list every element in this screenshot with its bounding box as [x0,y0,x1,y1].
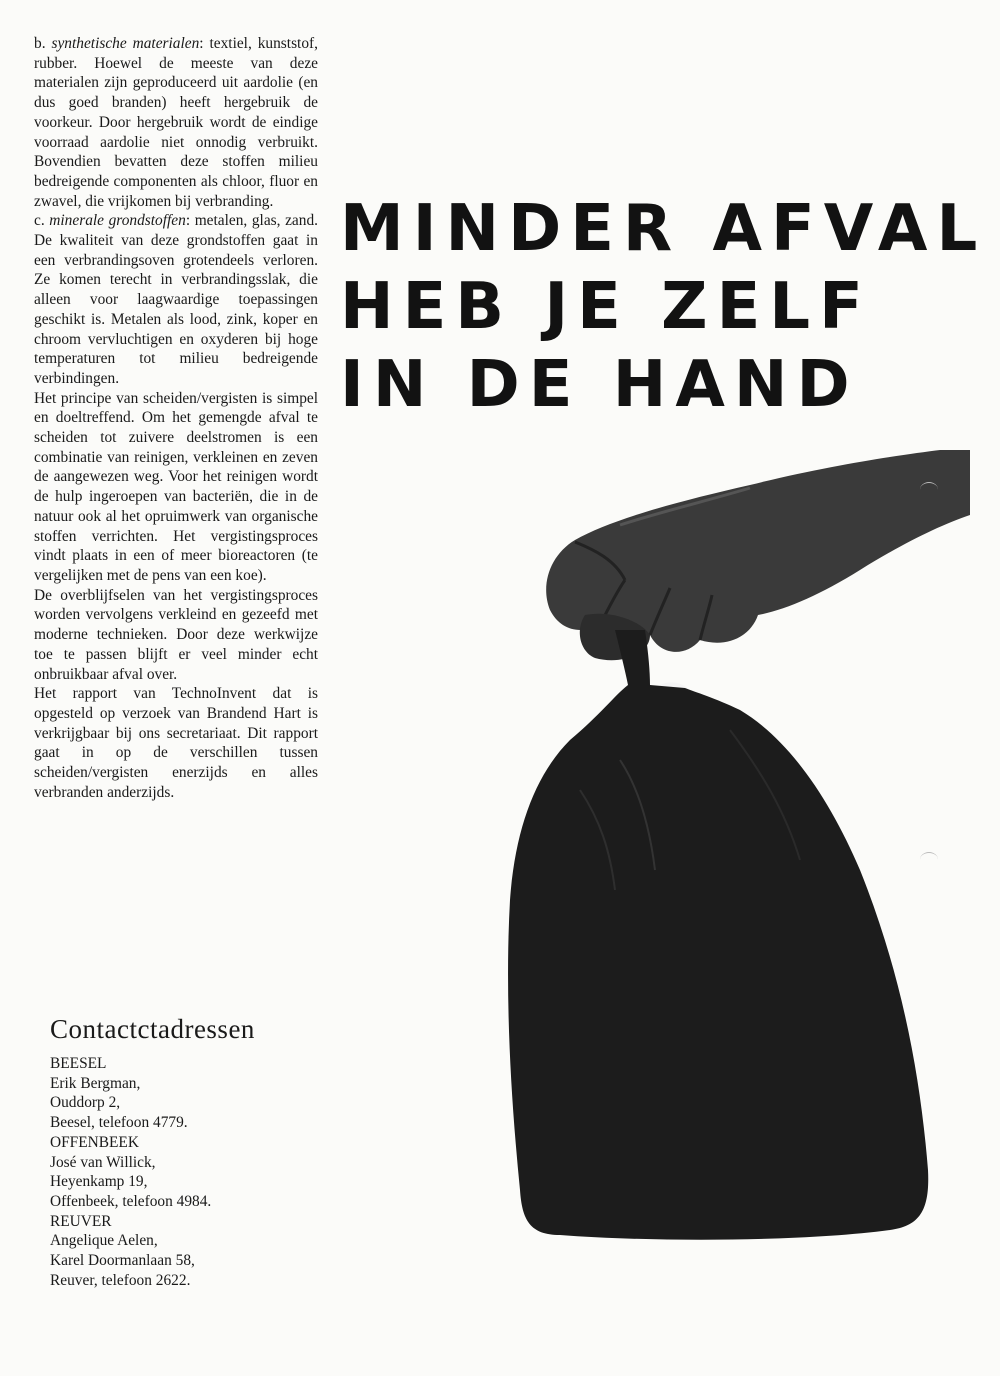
headline [340,190,987,424]
item-b-text: : textiel, kunststof, rubber. Hoewel de meeste van deze materialen zijn geproduceerd uit aardolie (en dus goed branden) heeft hergebruik de voorkeur. Door hergebruik wordt de eindige voorraad aardolie niet onnodig verbruikt. Bovendien bevatten deze stoffen milieu bedreigende componenten als chloor, fluor en zwavel, die vrijkomen bij verbranding. [34,35,319,210]
item-b-term: synthetische materialen [51,35,200,52]
contact-line: Angelique Aelen, [50,1232,158,1250]
contact-line: Reuver, telefoon 2622. [50,1271,191,1289]
article-column [34,34,318,802]
contact-line: BEESEL [50,1055,107,1072]
edge-mark [920,482,938,497]
headline-line-2: HEB JE ZELF [340,270,872,344]
contact-line: Heyenkamp 19, [50,1173,148,1191]
contact-line: OFFENBEEK [50,1133,139,1151]
contact-line: José van Willick, [50,1153,156,1171]
contacts-lines [50,1054,350,1290]
contacts-section [50,1012,350,1290]
remains-paragraph: De overblijfselen van het vergistingsproces worden vervolgens verkleind en gezeefd met moderne technieken. Door deze werkwijze toe te passen blijft er veel minder echt onbruikbaar afval over. [34,586,318,683]
contact-line: Erik Bergman, [50,1074,141,1092]
contact-line: Offenbeek, telefoon 4984. [50,1192,212,1210]
item-c-paragraph [34,211,318,388]
headline-line-1: MINDER AFVAL [340,192,987,266]
item-c-label: c. [34,212,50,230]
contacts-heading: Contactctadressen [50,1014,255,1044]
principle-paragraph: Het principe van scheiden/vergisten is simpel en doeltreffend. Om het gemengde afval te scheiden tot zuivere deelstromen is een combinatie van reinigen, verkleinen en zeven de aangewezen weg. Voor het reinigen wordt de hulp ingeroepen van bacteriën, die in de natuur ook al het opruimwerk van organische stoffen verrichten. Het vergistingsproces vindt plaats in een of meer bioreactoren (te vergelijken met de pens van een koe). [34,389,318,584]
contact-line: Beesel, telefoon 4779. [50,1114,188,1132]
item-b-paragraph [34,34,318,211]
hand-holding-garbage-bag-icon [500,430,970,1250]
item-c-term: minerale grondstoffen [49,212,186,230]
contact-line: Karel Doormanlaan 58, [50,1252,195,1270]
headline-line-3: IN DE HAND [340,348,859,422]
contact-line: Ouddorp 2, [50,1094,121,1112]
edge-mark [920,852,938,867]
report-paragraph: Het rapport van TechnoInvent dat is opgesteld op verzoek van Brandend Hart is verkrijgbaar bij ons secretariaat. Dit rapport gaat in op de verschillen tussen scheiden/vergisten enerzijds en alles verbranden anderzijds. [34,685,318,801]
contact-line: REUVER [50,1212,112,1230]
item-b-label: b. [34,35,52,52]
item-c-text: : metalen, glas, zand. De kwaliteit van deze grondstoffen gaat in een verbrandingsoven grotendeels verloren. Ze komen terecht in verbrandingsslak, die alleen voor laagwaardige toepassingen geschikt is. Metalen als lood, zink, koper en chroom vervluchtigen en oxyderen bij hoge temperaturen tot milieu bedreigende verbindingen. [34,212,318,387]
